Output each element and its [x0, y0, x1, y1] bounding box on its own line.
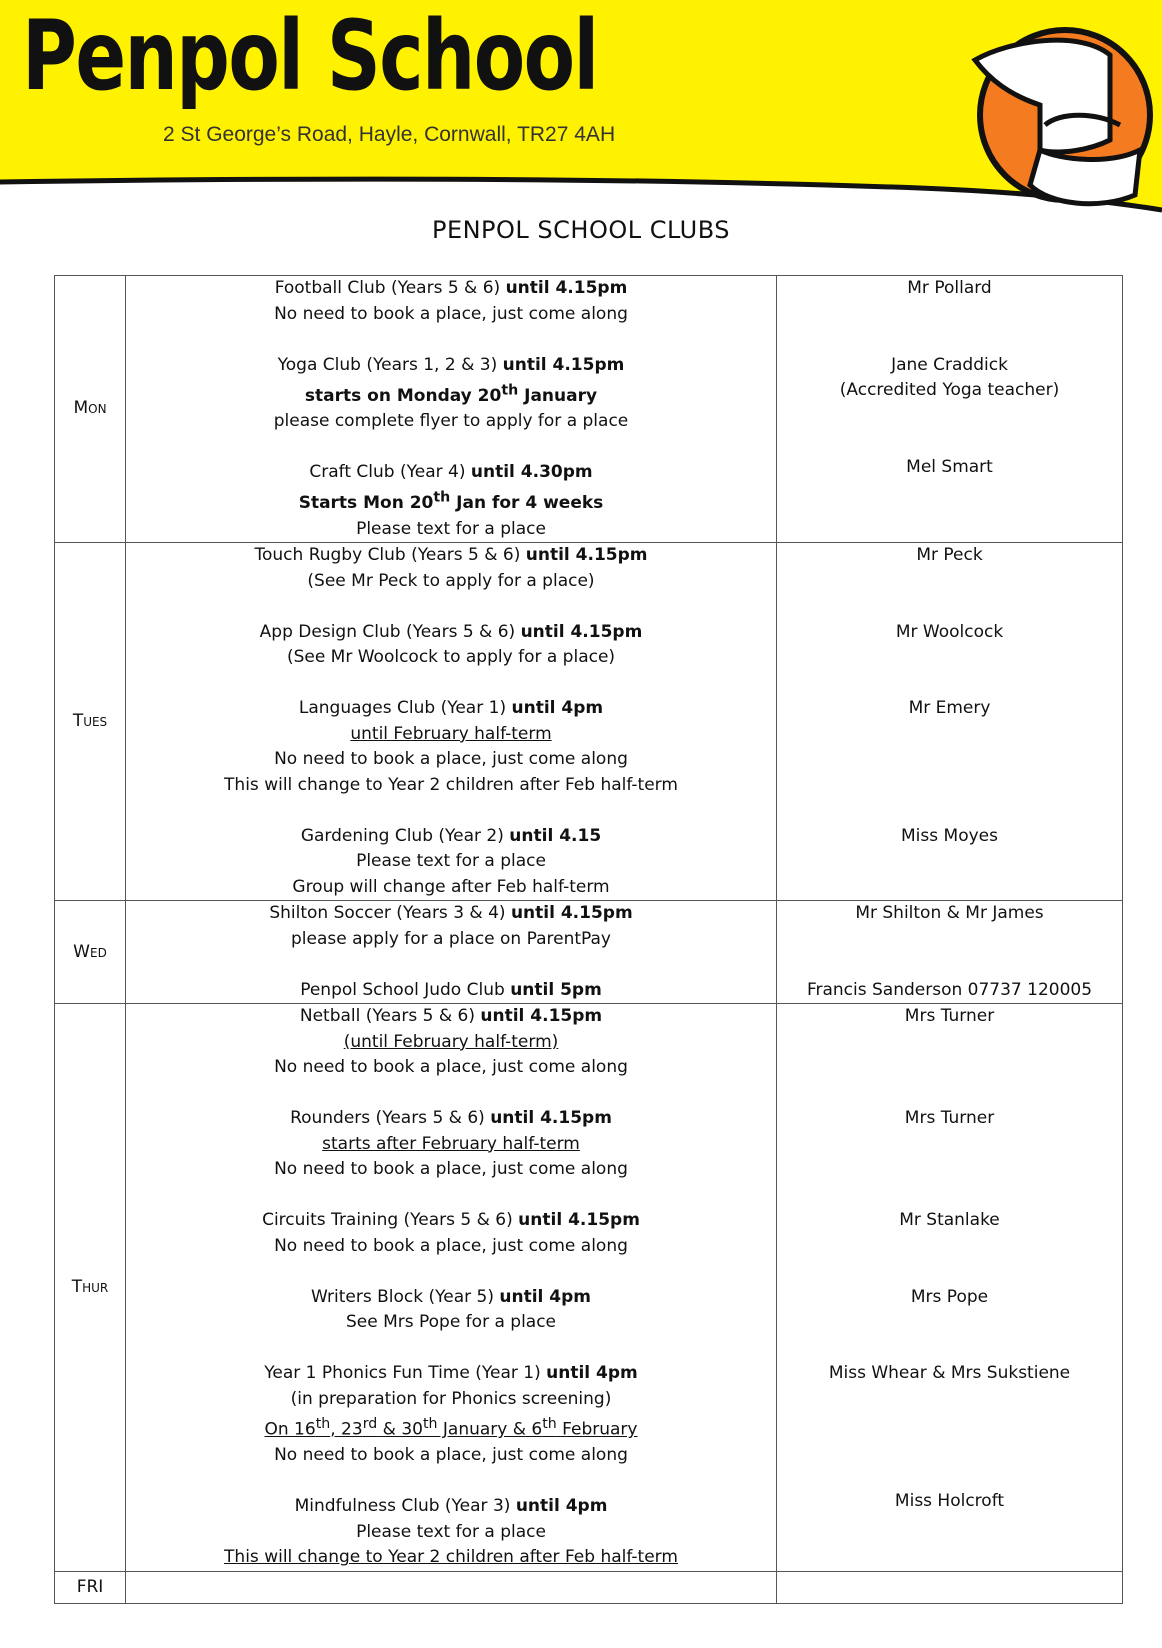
- day-label-monday: Mon: [55, 276, 126, 543]
- monday-teachers: [777, 276, 1123, 543]
- teacher-mindfulness: Miss Holcroft: [894, 1490, 1005, 1511]
- teacher-rounders: Mrs Turner: [904, 1108, 995, 1129]
- teacher-gardening: Miss Moyes: [901, 825, 998, 846]
- club-mindfulness: Mindfulness Club (Year 3) until 4pm Please text for a place This will change to Year 2 children after Feb half-term: [224, 1496, 678, 1568]
- tuesday-teachers: [777, 543, 1123, 901]
- table-row-thursday: [55, 1004, 1123, 1572]
- table-row-tuesday: [55, 543, 1123, 901]
- club-circuits: Circuits Training (Years 5 & 6) until 4.15pm No need to book a place, just come along: [262, 1210, 640, 1256]
- day-label-wednesday: Wed: [55, 901, 126, 1004]
- teacher-craft: Mel Smart: [906, 456, 993, 477]
- wednesday-clubs: [126, 901, 777, 1004]
- friday-teachers: [777, 1571, 1123, 1603]
- club-rounders: Rounders (Years 5 & 6) until 4.15pm starts after February half-term No need to book a place, just come along: [274, 1108, 628, 1180]
- teacher-circuits: Mr Stanlake: [899, 1210, 1000, 1231]
- club-languages: Languages Club (Year 1) until 4pm until February half-term No need to book a place, just come along This will change to Year 2 children after Feb half-term: [224, 698, 678, 795]
- day-label-thursday: Thur: [55, 1004, 126, 1572]
- teacher-netball: Mrs Turner: [904, 1006, 995, 1027]
- teacher-football: Mr Pollard: [907, 278, 992, 298]
- thursday-teachers: [777, 1004, 1123, 1572]
- teacher-languages: Mr Emery: [908, 698, 991, 719]
- school-name: Penpol School: [22, 0, 598, 112]
- table-row-monday: [55, 276, 1123, 543]
- teacher-judo: Francis Sanderson 07737 120005: [806, 979, 1093, 1000]
- clubs-table: [54, 275, 1123, 1604]
- club-judo: Penpol School Judo Club until 5pm: [300, 979, 602, 1000]
- teacher-touch-rugby: Mr Peck: [916, 545, 983, 566]
- club-phonics: Year 1 Phonics Fun Time (Year 1) until 4pm (in preparation for Phonics screening) On 16th, 23rd & 30th January & 6th February No need to book a place, just come along: [126, 1361, 776, 1469]
- teacher-app-design: Mr Woolcock: [895, 621, 1004, 642]
- club-writers-block: Writers Block (Year 5) until 4pm See Mrs Pope for a place: [310, 1286, 592, 1333]
- phonics-dates: On 16th, 23rd & 30th January & 6th February: [264, 1416, 638, 1440]
- table-row-friday: [55, 1571, 1123, 1603]
- thursday-clubs: [126, 1004, 777, 1572]
- club-yoga: Yoga Club (Years 1, 2 & 3) until 4.15pm starts on Monday 20th January please complete flyer to apply for a place: [273, 354, 629, 432]
- club-gardening: Gardening Club (Year 2) until 4.15 Please text for a place Group will change after Feb half-term: [292, 825, 610, 897]
- club-netball: Netball (Years 5 & 6) until 4.15pm (until February half-term) No need to book a place, just come along: [274, 1006, 628, 1078]
- teacher-yoga: Jane Craddick (Accredited Yoga teacher): [839, 354, 1060, 400]
- teacher-phonics: Miss Whear & Mrs Sukstiene: [828, 1363, 1071, 1384]
- monday-clubs: [126, 276, 777, 543]
- day-label-friday: FRI: [55, 1571, 126, 1603]
- club-craft: Craft Club (Year 4) until 4.30pm Starts Mon 20th Jan for 4 weeks Please text for a place: [298, 462, 604, 539]
- club-football: Football Club (Years 5 & 6) until 4.15pm No need to book a place, just come along: [274, 278, 628, 324]
- club-app-design: App Design Club (Years 5 & 6) until 4.15pm (See Mr Woolcock to apply for a place): [259, 621, 643, 668]
- wednesday-teachers: [777, 901, 1123, 1004]
- school-address: 2 St George’s Road, Hayle, Cornwall, TR27 4AH: [163, 123, 616, 146]
- friday-clubs: [126, 1571, 777, 1603]
- teacher-writers-block: Mrs Pope: [910, 1286, 989, 1307]
- tuesday-clubs: [126, 543, 777, 901]
- club-shilton-soccer: Shilton Soccer (Years 3 & 4) until 4.15pm please apply for a place on ParentPay: [269, 903, 633, 949]
- club-touch-rugby: Touch Rugby Club (Years 5 & 6) until 4.15pm (See Mr Peck to apply for a place): [254, 545, 648, 591]
- page-title: PENPOL SCHOOL CLUBS: [431, 216, 731, 244]
- table-row-wednesday: [55, 901, 1123, 1004]
- school-header: [0, 0, 1162, 215]
- day-label-tuesday: Tues: [55, 543, 126, 901]
- teacher-shilton-soccer: Mr Shilton & Mr James: [855, 903, 1044, 924]
